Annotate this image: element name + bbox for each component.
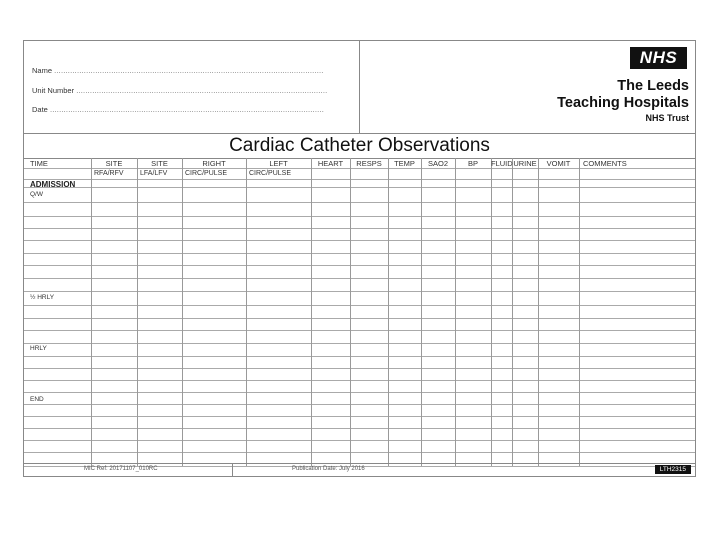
grid-row-line: [24, 380, 695, 381]
unit-number-field[interactable]: [32, 86, 327, 95]
unit-number-label: Unit Number: [32, 86, 75, 95]
qw-label: Q/W: [30, 191, 43, 198]
grid-row-line: [24, 291, 695, 292]
grid-column-line: [538, 158, 539, 466]
grid-row-line: [24, 278, 695, 279]
grid-column-line: [491, 158, 492, 466]
name-field[interactable]: [32, 66, 324, 75]
grid-row-line: [24, 318, 695, 319]
grid-column-line: [91, 158, 92, 466]
column-subheader: CIRC/PULSE: [185, 170, 228, 177]
form-title: Cardiac Catheter Observations: [229, 135, 490, 156]
column-header: BP: [467, 159, 478, 168]
column-header: RESPS: [356, 159, 382, 168]
grid-row-line: [24, 404, 695, 405]
column-header: LEFT: [269, 159, 288, 168]
grid-column-line: [311, 158, 312, 466]
grid-column-line: [350, 158, 351, 466]
admission-label: ADMISSION: [30, 180, 76, 189]
grid-row-line: [24, 265, 695, 266]
column-subheader: LFA/LFV: [140, 170, 168, 177]
name-label: Name: [32, 66, 53, 75]
grid-row-line: [24, 330, 695, 331]
grid-column-line: [579, 158, 580, 466]
column-subheader: RFA/RFV: [94, 170, 124, 177]
nhs-logo-badge: NHS: [630, 47, 687, 69]
grid-column-line: [421, 158, 422, 466]
date-dots: ........................................................................................................................: [49, 105, 324, 114]
column-header: HEART: [317, 159, 344, 168]
grid-row-line: [24, 202, 695, 203]
column-header: TIME: [30, 159, 48, 168]
grid-row-line: [24, 187, 695, 188]
column-header: SITE: [151, 159, 168, 168]
column-header: URINE: [513, 159, 537, 168]
footer-form-code: LTH2315: [655, 465, 691, 474]
form-footer: [24, 463, 695, 476]
unit-number-dots: ..............................................................................................................: [76, 86, 328, 95]
observation-form: [23, 40, 696, 477]
half-hourly-label: ½ HRLY: [30, 294, 55, 301]
grid-row-line: [24, 228, 695, 229]
trust-name-line2: Teaching Hospitals: [557, 95, 689, 111]
grid-row-line: [24, 356, 695, 357]
column-header: VOMIT: [546, 159, 571, 168]
observation-grid: [24, 158, 695, 466]
grid-column-line: [246, 158, 247, 466]
grid-row-line: [24, 179, 695, 180]
grid-row-line: [24, 168, 695, 169]
grid-column-line: [388, 158, 389, 466]
column-header: TEMP: [394, 159, 415, 168]
trust-subtitle: NHS Trust: [645, 113, 689, 123]
grid-row-line: [24, 305, 695, 306]
trust-name-line1: The Leeds: [617, 78, 689, 94]
grid-row-line: [24, 253, 695, 254]
grid-row-line: [24, 416, 695, 417]
grid-column-line: [137, 158, 138, 466]
grid-row-line: [24, 428, 695, 429]
grid-column-line: [182, 158, 183, 466]
grid-row-line: [24, 392, 695, 393]
grid-column-line: [512, 158, 513, 466]
grid-row-line: [24, 440, 695, 441]
patient-details: [24, 41, 360, 134]
date-field[interactable]: [32, 105, 324, 114]
grid-row-line: [24, 452, 695, 453]
name-dots: ......................................................................................................................: [54, 66, 324, 75]
grid-row-line: [24, 216, 695, 217]
grid-row-line: [24, 368, 695, 369]
column-header: SITE: [105, 159, 123, 168]
column-header: COMMENTS: [583, 159, 627, 168]
hourly-label: HRLY: [30, 345, 47, 352]
column-header: FLUID: [491, 159, 513, 168]
footer-divider: [232, 464, 233, 476]
footer-publication-date: Publication Date: July 2016: [292, 466, 365, 472]
date-label: Date: [32, 105, 48, 114]
grid-column-line: [455, 158, 456, 466]
trust-name: [557, 78, 689, 112]
end-label: END: [30, 396, 44, 403]
grid-row-line: [24, 343, 695, 344]
trust-logo: [360, 41, 695, 134]
column-header: SAO2: [427, 159, 448, 168]
column-subheader: CIRC/PULSE: [249, 170, 292, 177]
grid-row-line: [24, 240, 695, 241]
footer-ref: MIC Ref: 20171107_010RC: [84, 466, 158, 472]
column-header: RIGHT: [202, 159, 226, 168]
